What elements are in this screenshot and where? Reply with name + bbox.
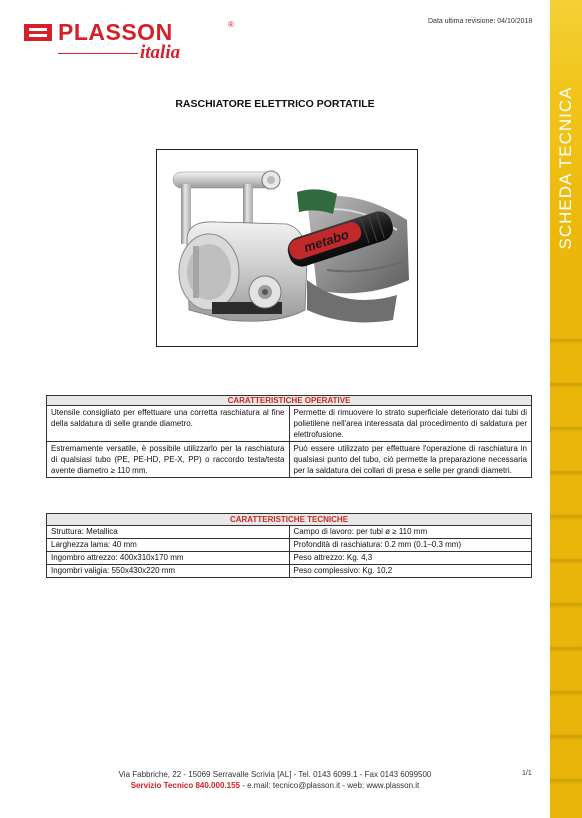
table-row — [47, 442, 532, 478]
document-title: RASCHIATORE ELETTRICO PORTATILE — [175, 98, 375, 110]
scraper-illustration — [157, 150, 417, 346]
table-header-row — [47, 396, 532, 406]
logo-underline — [58, 53, 138, 54]
table-header-row — [47, 514, 532, 526]
table-row — [47, 406, 532, 442]
technical-characteristics-table — [46, 513, 532, 578]
table-cell: Larghezza lama: 40 mm — [47, 539, 290, 552]
page-number: 1/1 — [522, 770, 532, 777]
table-cell: Ingombri valigia: 550x430x220 mm — [47, 565, 290, 578]
table-row — [47, 539, 532, 552]
technical-heading: CARATTERISTICHE TECNICHE — [47, 514, 532, 526]
table-row — [47, 565, 532, 578]
technical-service-phone: Servizio Tecnico 840.000.155 — [130, 781, 240, 790]
footer-address: Via Fabbriche, 22 - 15069 Serravalle Scrivia [AL] - Tel. 0143 6099.1 - Fax 0143 6099500 — [118, 770, 432, 779]
operative-characteristics-table — [46, 395, 532, 478]
footer-contacts-line — [0, 781, 550, 790]
registered-mark: ® — [228, 20, 234, 29]
table-cell: Utensile consigliato per effettuare una corretta raschiatura al fine della saldatura di selle grande diametro. — [47, 406, 290, 442]
table-cell: Permette di rimuovere lo strato superficiale deteriorato dai tubi di polietilene nell'area interessata dal procedimento di saldatura per elettrofusione. — [289, 406, 532, 442]
table-cell: Struttura: Metallica — [47, 526, 290, 539]
footer-contacts: - e.mail: tecnico@plasson.it - web: www.plasson.it — [239, 781, 420, 790]
brand-name: PLASSON — [58, 19, 173, 45]
table-cell: Estremamente versatile, è possibile utilizzarlo per la raschiatura di qualsiasi tubo (PE, PE-HD, PE-X, PP) o raccordo testa/testa avente diametro ≥ 110 mm. — [47, 442, 290, 478]
side-band-label: SCHEDA TECNICA — [556, 86, 575, 250]
table-cell: Peso attrezzo: Kg. 4,3 — [289, 552, 532, 565]
plasson-logo — [22, 19, 234, 64]
side-band-texture — [550, 300, 582, 818]
product-photo — [156, 149, 418, 347]
table-cell: Profondità di raschiatura: 0.2 mm (0.1–0.3 mm) — [289, 539, 532, 552]
table-cell: Campo di lavoro: per tubi ø ≥ 110 mm — [289, 526, 532, 539]
table-row — [47, 552, 532, 565]
handle-brand-text: metabo — [301, 226, 351, 256]
operative-heading: CARATTERISTICHE OPERATIVE — [47, 396, 532, 406]
plasson-logo-mark — [24, 24, 52, 41]
brand-subtitle: italia — [140, 42, 181, 63]
table-row — [47, 526, 532, 539]
revision-date: Data ultima revisione: 04/10/2018 — [428, 18, 533, 25]
table-cell: Peso complessivo: Kg. 10,2 — [289, 565, 532, 578]
table-cell: Può essere utilizzato per effettuare l'operazione di raschiatura in qualsiasi punto del tubo, ciò permette la preparazione necessaria per la saldatura dei collari di presa e selle per grandi diametri. — [289, 442, 532, 478]
table-cell: Ingombro attrezzo: 400x310x170 mm — [47, 552, 290, 565]
